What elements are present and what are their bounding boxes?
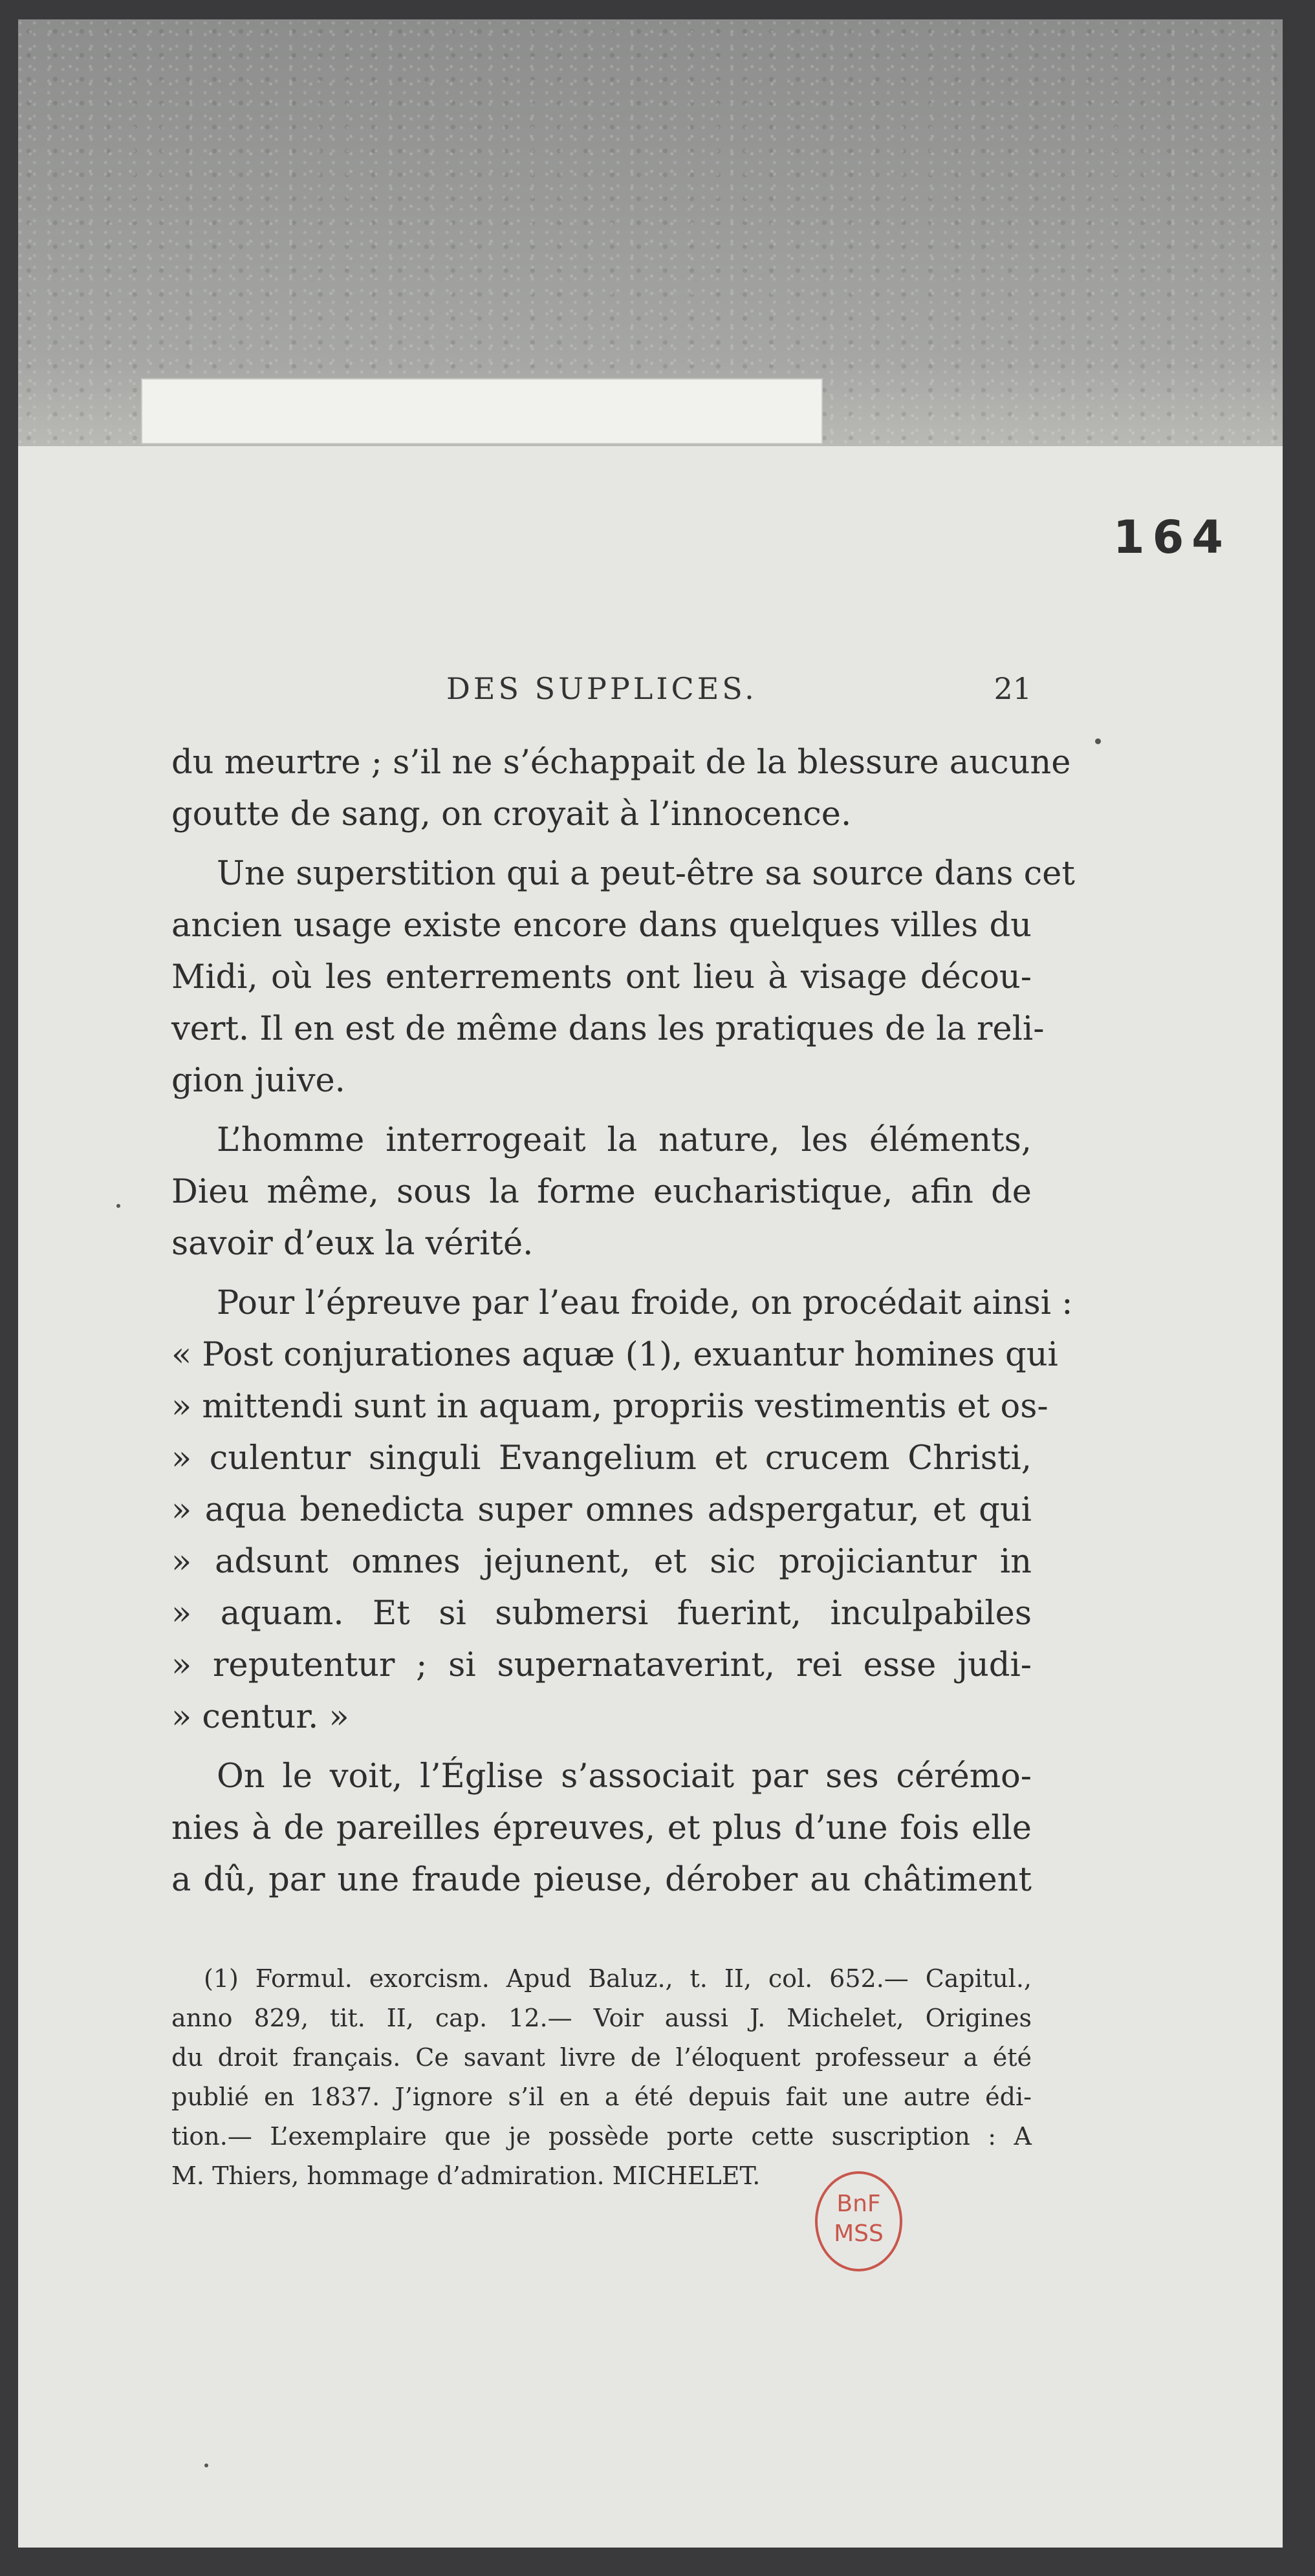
ink-speck	[204, 2463, 208, 2467]
text-line: Dieu même, sous la forme eucharistique, afin de	[171, 1173, 1032, 1211]
text-line: gion juive.	[171, 1062, 345, 1100]
folio-number: 164	[1113, 511, 1231, 564]
footnote-line: M. Thiers, hommage d’admiration. MICHELET.	[171, 2162, 761, 2190]
ink-speck	[1095, 738, 1101, 744]
text-line: Pour l’épreuve par l’eau froide, on procédait ainsi :	[217, 1284, 1073, 1322]
text-line: goutte de sang, on croyait à l’innocence.	[171, 795, 852, 833]
stamp-line: MSS	[834, 2220, 884, 2247]
footnote-line: tion.— L’exemplaire que je possède porte cette suscription : A	[171, 2122, 1032, 2151]
page-number: 21	[994, 671, 1032, 706]
text-line: Midi, où les enterrements ont lieu à visage décou-	[171, 958, 1032, 996]
ink-speck	[116, 1204, 120, 1208]
footnote-line: du droit français. Ce savant livre de l’éloquent professeur a été	[171, 2043, 1032, 2072]
blank-label-strip	[141, 378, 823, 444]
text-line: » aquam. Et si submersi fuerint, inculpabiles	[171, 1594, 1032, 1633]
footnote	[171, 1959, 1032, 2196]
text-line: L’homme interrogeait la nature, les éléments,	[217, 1121, 1032, 1159]
body-text	[171, 737, 1075, 1906]
library-stamp	[815, 2171, 902, 2271]
text-line: » culentur singuli Evangelium et crucem Christi,	[171, 1439, 1032, 1477]
text-line: a dû, par une fraude pieuse, dérober au châtiment	[171, 1861, 1032, 1899]
text-line: ancien usage existe encore dans quelques villes du	[171, 907, 1032, 945]
text-line: nies à de pareilles épreuves, et plus d’une fois elle	[171, 1809, 1032, 1847]
footnote-line: anno 829, tit. II, cap. 12.— Voir aussi J. Michelet, Origines	[171, 2004, 1032, 2032]
running-header	[171, 671, 1032, 716]
text-line: On le voit, l’Église s’associait par ses cérémo-	[217, 1757, 1032, 1796]
text-line: » adsunt omnes jejunent, et sic projiciantur in	[171, 1543, 1032, 1581]
text-line: » centur. »	[171, 1698, 349, 1736]
text-line: vert. Il en est de même dans les pratiques de la reli-	[171, 1010, 1045, 1048]
footnote-line: (1) Formul. exorcism. Apud Baluz., t. II, col. 652.— Capitul.,	[204, 1964, 1032, 1993]
running-title: DES SUPPLICES.	[446, 671, 757, 706]
footnote-line: publié en 1837. J’ignore s’il en a été depuis fait une autre édi-	[171, 2083, 1032, 2111]
text-line: Une superstition qui a peut-être sa source dans cet	[217, 855, 1075, 893]
text-line: « Post conjurationes aquæ (1), exuantur homines qui	[171, 1336, 1058, 1374]
stamp-line: BnF	[836, 2191, 881, 2217]
text-line: » aqua benedicta super omnes adspergatur, et qui	[171, 1491, 1032, 1529]
text-line: du meurtre ; s’il ne s’échappait de la blessure aucune	[171, 744, 1071, 782]
text-line: » mittendi sunt in aquam, propriis vestimentis et os-	[171, 1388, 1049, 1426]
text-line: savoir d’eux la vérité.	[171, 1225, 534, 1263]
text-line: » reputentur ; si supernataverint, rei esse judi-	[171, 1646, 1032, 1684]
